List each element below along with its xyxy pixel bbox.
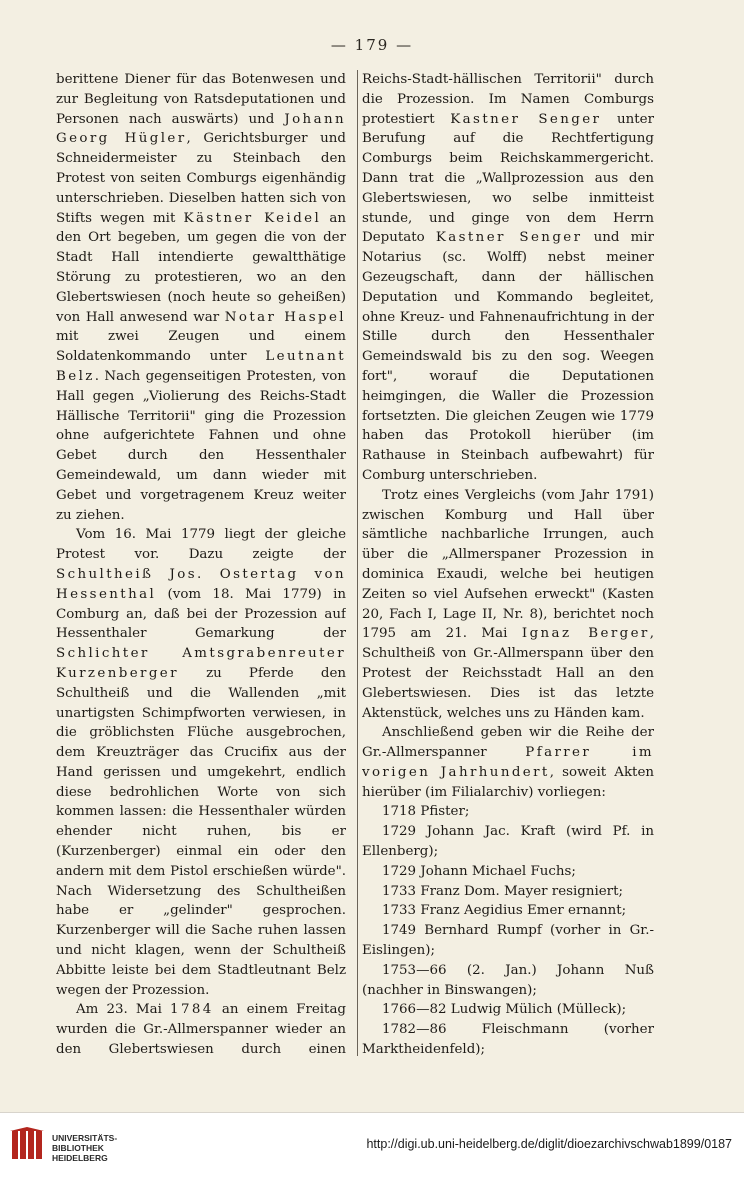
page-header: — 179 —	[0, 36, 744, 54]
library-name[interactable]: UNIVERSITÄTS- BIBLIOTHEK HEIDELBERG	[52, 1133, 117, 1163]
left-column	[56, 70, 346, 1060]
paragraph: Vom 16. Mai 1779 liegt der gleiche Protest vor. Dazu zeigte der Schultheiß Jos. Ostertag von Hessenthal (vom 18. Mai 1779) in Comburg an, daß bei der Prozession auf Hessenthaler Gemarkung der Schlichter Amtsgrabenreuter Kurzenberger zu Pferde den Schultheiß und die Wallenden „mit unartigsten Schimpfworten verwiesen, in die gröblichsten Flüche ausgebrochen, dem Kreuzträger das Crucifix aus der Hand gerissen und umgekehrt, endlich diese bedrohlichen Worte von sich kommen lassen: die Hessenthaler würden ehender nicht ruhen, bis er (Kurzenberger) einmal ein oder den andern mit dem Pistol erschießen würde". Nach Widersetzung des Schultheißen habe er „gelinder" gesprochen. Kurzenberger will die Sache ruhen lassen und nicht klagen, wenn der Schultheiß Abbitte leiste bei dem Stadtleutnant Belz wegen der Prozession.	[56, 525, 346, 1000]
list-item: 1749 Bernhard Rumpf (vorher in Gr.-Eislingen);	[362, 921, 654, 961]
list-item: 1729 Johann Jac. Kraft (wird Pf. in Ellenberg);	[362, 822, 654, 862]
right-column	[362, 70, 654, 1060]
permalink-url[interactable]: http://digi.ub.uni-heidelberg.de/diglit/dioezarchivschwab1899/0187	[366, 1137, 732, 1151]
list-item: 1733 Franz Dom. Mayer resigniert;	[362, 882, 654, 902]
column-rule	[357, 70, 358, 1056]
paragraph: Trotz eines Vergleichs (vom Jahr 1791) zwischen Komburg und Hall über sämtliche nachbarliche Irrungen, auch über die „Allmerspaner Prozession in dominica Exaudi, welche bei heutigen Zeiten so viel Aufsehen erweckt" (Kasten 20, Fach I, Lage II, Nr. 8), berichtet noch 1795 am 21. Mai Ignaz Berger, Schultheiß von Gr.-Allmerspann über den Protest der Reichsstadt Hall an den Glebertswiesen. Dies ist das letzte Aktenstück, welches uns zu Händen kam.	[362, 486, 654, 724]
list-item: 1729 Johann Michael Fuchs;	[362, 862, 654, 882]
list-item: 1718 Pfister;	[362, 802, 654, 822]
university-logo-icon[interactable]	[10, 1127, 44, 1163]
paragraph: Reichs-Stadt-hällischen Territorii" durch die Prozession. Im Namen Comburgs protestiert Kastner Senger unter Berufung auf die Rechtfertigung Comburgs beim Reichskammergericht. Dann trat die „Wallprozession aus den Glebertswiesen, wo selbe inmitteist stunde, und ginge von dem Herrn Deputato Kastner Senger und mir Notarius (sc. Wolff) nebst meiner Gezeugschaft, dann der hällischen Deputation und Kommando begleitet, ohne Kreuz- und Fahnenaufrichtung in der Stille durch den Hessenthaler Gemeindswald bis zu den sog. Weegen fort", worauf die Deputationen heimgingen, die Waller die Prozession fortsetzten. Die gleichen Zeugen wie 1779 haben das Protokoll hierüber (im Rathause in Steinbach aufbewahrt) für Comburg unterschrieben.	[362, 70, 654, 486]
paragraph: Am 23. Mai 1784 an einem Freitag wurden die Gr.-Allmerspanner wieder an den Glebertswiesen durch einen	[56, 1000, 346, 1060]
pastor-list	[362, 802, 654, 1060]
list-item: 1766—82 Ludwig Mülich (Mülleck);	[362, 1000, 654, 1020]
footer-bar	[0, 1112, 744, 1177]
list-item: 1782—86 Fleischmann (vorher Marktheidenfeld);	[362, 1020, 654, 1060]
list-item: 1753—66 (2. Jan.) Johann Nuß (nachher in Binswangen);	[362, 961, 654, 1001]
list-item: 1733 Franz Aegidius Emer ernannt;	[362, 901, 654, 921]
paragraph: Anschließend geben wir die Reihe der Gr.-Allmerspanner Pfarrer im vorigen Jahrhundert, soweit Akten hierüber (im Filialarchiv) vorliegen:	[362, 723, 654, 802]
paragraph: berittene Diener für das Botenwesen und zur Begleitung von Ratsdeputationen und Personen nach auswärts) und Johann Georg Hügler, Gerichtsburger und Schneidermeister zu Steinbach den Protest von seiten Comburgs eigenhändig unterschrieben. Dieselben hatten sich von Stifts wegen mit Kästner Keidel an den Ort begeben, um gegen die von der Stadt Hall intendierte gewaltthätige Störung zu protestieren, wo an den Glebertswiesen (noch heute so geheißen) von Hall anwesend war Notar Haspel mit zwei Zeugen und einem Soldatenkommando unter Leutnant Belz. Nach gegenseitigen Protesten, von Hall gegen „Violierung des Reichs-Stadt Hällische Territorii" ging die Prozession ohne aufgerichtete Fahnen und ohne Gebet durch den Hessenthaler Gemeindewald, um dann wieder mit Gebet und vorgetragenem Kreuz weiter zu ziehen.	[56, 70, 346, 525]
